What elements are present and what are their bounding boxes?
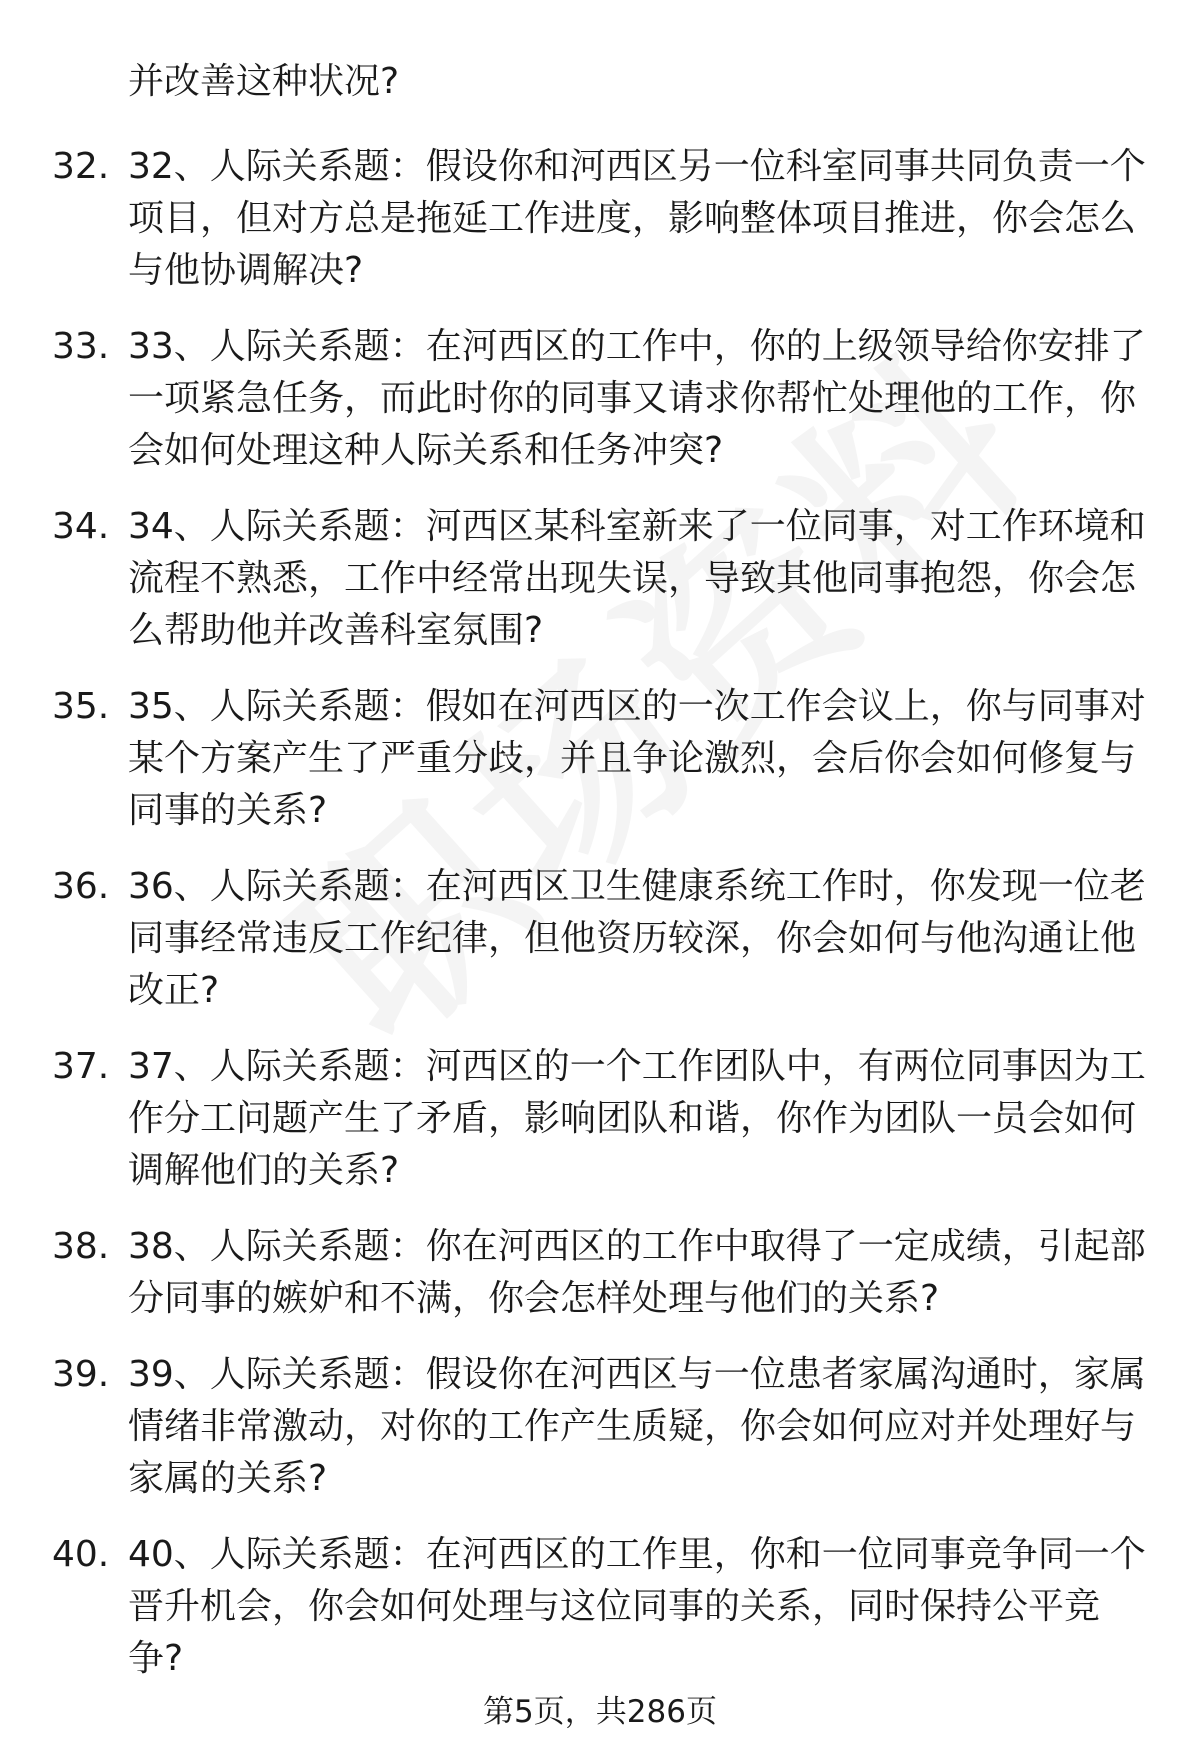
question-text-line: 争? [128, 1638, 184, 1679]
question-text-line: 一项紧急任务，而此时你的同事又请求你帮忙处理他的工作，你 [128, 378, 1137, 419]
question-item [0, 141, 1200, 321]
question-text-line: 同事的关系? [128, 790, 328, 831]
question-text-line: 36、人际关系题：在河西区卫生健康系统工作时，你发现一位老 [128, 866, 1146, 907]
question-text-line: 么帮助他并改善科室氛围? [128, 610, 544, 651]
question-item [0, 861, 1200, 1041]
question-text [128, 1041, 1148, 1197]
question-number: 37. [52, 1046, 110, 1087]
question-text-line: 家属的关系? [128, 1458, 328, 1499]
question-text-line: 情绪非常激动，对你的工作产生质疑，你会如何应对并处理好与 [128, 1406, 1137, 1447]
question-text [128, 861, 1148, 1017]
question-text [128, 1221, 1148, 1325]
question-text-line: 晋升机会，你会如何处理与这位同事的关系，同时保持公平竞 [128, 1586, 1101, 1627]
question-item [0, 1221, 1200, 1349]
question-text-line: 37、人际关系题：河西区的一个工作团队中，有两位同事因为工 [128, 1046, 1146, 1087]
question-text-line: 调解他们的关系? [128, 1150, 400, 1191]
question-number: 34. [52, 506, 110, 547]
question-text-line: 某个方案产生了严重分歧，并且争论激烈，会后你会如何修复与 [128, 738, 1137, 779]
question-text-line: 与他协调解决? [128, 250, 364, 291]
question-text-line: 同事经常违反工作纪律，但他资历较深，你会如何与他沟通让他 [128, 918, 1137, 959]
question-text-line: 流程不熟悉，工作中经常出现失误，导致其他同事抱怨，你会怎 [128, 558, 1137, 599]
question-text-line: 32、人际关系题：假设你和河西区另一位科室同事共同负责一个 [128, 146, 1146, 187]
question-item [0, 1041, 1200, 1221]
question-number: 32. [52, 146, 110, 187]
question-item [0, 681, 1200, 861]
question-item [0, 321, 1200, 501]
question-item [0, 1349, 1200, 1529]
question-list [0, 141, 1200, 1709]
question-text [128, 681, 1148, 837]
question-text [128, 141, 1148, 297]
question-number: 38. [52, 1226, 110, 1267]
question-item [0, 501, 1200, 681]
page-footer: 第5页，共286页 [483, 1694, 717, 1730]
question-number: 33. [52, 326, 110, 367]
question-text-line: 33、人际关系题：在河西区的工作中，你的上级领导给你安排了 [128, 326, 1146, 367]
question-text-line: 39、人际关系题：假设你在河西区与一位患者家属沟通时，家属 [128, 1354, 1146, 1395]
question-text-line: 40、人际关系题：在河西区的工作里，你和一位同事竞争同一个 [128, 1534, 1146, 1575]
question-text [128, 1349, 1148, 1505]
question-text [128, 1529, 1148, 1685]
question-text-line: 会如何处理这种人际关系和任务冲突? [128, 430, 724, 471]
continuation-text: 并改善这种状况? [128, 61, 400, 102]
question-number: 35. [52, 686, 110, 727]
question-text [128, 321, 1148, 477]
question-text-line: 分同事的嫉妒和不满，你会怎样处理与他们的关系? [128, 1278, 940, 1319]
question-text-line: 38、人际关系题：你在河西区的工作中取得了一定成绩，引起部 [128, 1226, 1146, 1267]
question-text-line: 34、人际关系题：河西区某科室新来了一位同事，对工作环境和 [128, 506, 1146, 547]
question-text-line: 作分工问题产生了矛盾，影响团队和谐，你作为团队一员会如何 [128, 1098, 1137, 1139]
question-text-line: 改正? [128, 970, 220, 1011]
question-item [0, 1529, 1200, 1709]
question-number: 36. [52, 866, 110, 907]
question-number: 40. [52, 1534, 110, 1575]
question-number: 39. [52, 1354, 110, 1395]
question-text-line: 项目，但对方总是拖延工作进度，影响整体项目推进，你会怎么 [128, 198, 1137, 239]
question-text [128, 501, 1148, 657]
question-text-line: 35、人际关系题：假如在河西区的一次工作会议上，你与同事对 [128, 686, 1146, 727]
